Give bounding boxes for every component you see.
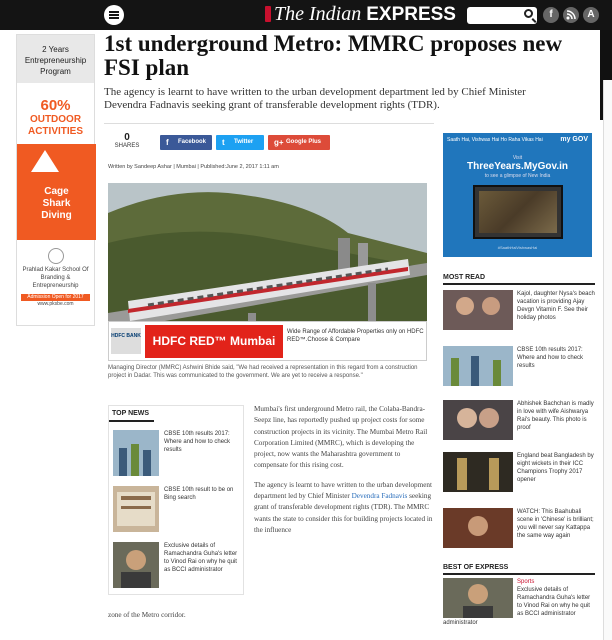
thumbnail xyxy=(113,486,159,532)
thumbnail xyxy=(443,578,513,618)
left-sidebar-ad[interactable]: 2 Years Entrepreneurship Program 60% OUTDOOR ACTIVITIES Cage Shark Diving Prahlad Kakar School Of Branding & Entrepreneurship Admission Open for 2017 www.pksbe.com xyxy=(16,34,95,326)
school-crest-icon xyxy=(48,248,64,264)
mygov-ad[interactable]: Saath Hai, Vishwas Hai Ho Raha Vikas Hai my GOV Visit ThreeYears.MyGov.in to see a glimpse of New India #SaathHaiVishwasHai xyxy=(443,133,592,257)
twitter-share-button[interactable]: t Twitter xyxy=(216,135,264,150)
thumbnail xyxy=(113,430,159,476)
divider xyxy=(104,123,434,124)
facebook-share-button[interactable]: f Facebook xyxy=(160,135,212,150)
thumbnail xyxy=(443,452,513,492)
thumbnail xyxy=(113,542,159,588)
byline: Written by Sandeep Ashar | Mumbai | Published:June 2, 2017 1:11 am xyxy=(108,164,279,170)
thumbnail xyxy=(443,508,513,548)
article-standfirst: The agency is learnt to have written to the urban development department led by Chief Minister Devendra Fadnavis seeking grant of transferable development rights (TDR). xyxy=(104,86,526,111)
most-read-heading: MOST READ xyxy=(443,274,595,285)
share-count: 0 SHARES xyxy=(114,132,140,149)
thumbnail xyxy=(443,290,513,330)
google-plus-share-button[interactable]: g+ Google Plus xyxy=(268,135,330,150)
search-input[interactable] xyxy=(467,7,537,24)
top-news-item[interactable]: Exclusive details of Ramachandra Guha's letter to Vinod Rai on why he quit as BCCI administrator xyxy=(113,542,241,588)
top-news-item[interactable]: CBSE 10th results 2017: Where and how to check results xyxy=(113,430,241,476)
best-of-item[interactable]: Sports Exclusive details of Ramachandra Guha's letter to Vinod Rai on why he quit as BCCI administrator xyxy=(443,578,595,618)
facebook-icon[interactable]: f xyxy=(543,7,559,23)
most-read-item[interactable]: England beat Bangladesh by eight wickets in their ICC Champions Trophy 2017 opener xyxy=(443,452,595,492)
thumbnail xyxy=(443,346,513,386)
most-read-item[interactable]: CBSE 10th results 2017: Where and how to check results xyxy=(443,346,595,386)
article-body: Mumbai's first underground Metro rail, the Colaba-Bandra-Seepz line, has reportedly pushed up project costs for some construction projects in its vicinity. The Mumbai Metro Rail Corporation Limited (MMRC), which is developing the project, now wants the Maharashtra government to compensate for this rising cost. The agency is learnt to have written to the urban development department led by Chief Minister Devendra Fadnavis seeking grant of transferable development rights (TDR). The MMRC wants the state to consider this for building projects located in the influence xyxy=(254,405,433,534)
hdfc-logo: HDFC BANK xyxy=(111,328,141,354)
twitter-icon: t xyxy=(222,138,225,147)
site-logo[interactable]: The Indian EXPRESS xyxy=(265,3,456,26)
hamburger-menu-icon[interactable] xyxy=(104,5,124,25)
best-of-overflow-text: administrator xyxy=(443,620,478,626)
thumbnail xyxy=(443,400,513,440)
best-of-express-heading: BEST OF EXPRESS xyxy=(443,564,595,575)
torch-icon xyxy=(265,6,271,22)
rss-icon[interactable] xyxy=(563,7,579,23)
school-name: Prahlad Kakar School Of Branding & Entrepreneurship xyxy=(17,248,94,290)
shark-diving-banner: Cage Shark Diving xyxy=(17,144,96,240)
laptop-image xyxy=(473,185,563,239)
search-icon[interactable] xyxy=(524,9,533,18)
font-size-icon[interactable]: A xyxy=(583,7,599,23)
fadnavis-link[interactable]: Devendra Fadnavis xyxy=(351,492,408,501)
facebook-icon: f xyxy=(166,138,169,147)
ad-header: 2 Years Entrepreneurship Program xyxy=(17,35,94,83)
top-navigation-bar xyxy=(0,0,612,30)
right-edge-panel xyxy=(603,80,612,640)
article-headline: 1st underground Metro: MMRC proposes new FSI plan xyxy=(104,31,563,80)
shark-icon xyxy=(31,150,59,172)
photo-caption: Managing Director (MMRC) Ashwini Bhide said, "We had received a representation in this regard from a construction project in Dadar. This was communicated to the government. We are yet to receive a response." xyxy=(108,365,418,379)
hdfc-red-ad[interactable]: HDFC BANK HDFC RED™ Mumbai Wide Range of Affordable Properties only on HDFC RED™.Choose & Compare xyxy=(108,321,427,361)
most-read-item[interactable]: WATCH: This Baahubali scene in 'Chinese' is brilliant; you will never say Kattappa the same way again xyxy=(443,508,595,548)
top-news-item[interactable]: CBSE 10th result to be on Bing search xyxy=(113,486,241,532)
most-read-item[interactable]: Kajol, daughter Nysa's beach vacation is providing Ajay Devgn Vitamin F. See their holiday photos xyxy=(443,290,595,330)
top-news-widget: TOP NEWS CBSE 10th results 2017: Where and how to check results CBSE 10th result to be on Bing search Exclusive details of Ramachandra Guha's letter to Vinod Rai on why he quit as BCCI administrator xyxy=(108,405,244,595)
most-read-item[interactable]: Abhishek Bachchan is madly in love with wife Aishwarya Rai's beauty. This photo is proof xyxy=(443,400,595,440)
article-body-continued: zone of the Metro corridor. xyxy=(108,611,186,619)
google-plus-icon: g+ xyxy=(274,138,284,147)
